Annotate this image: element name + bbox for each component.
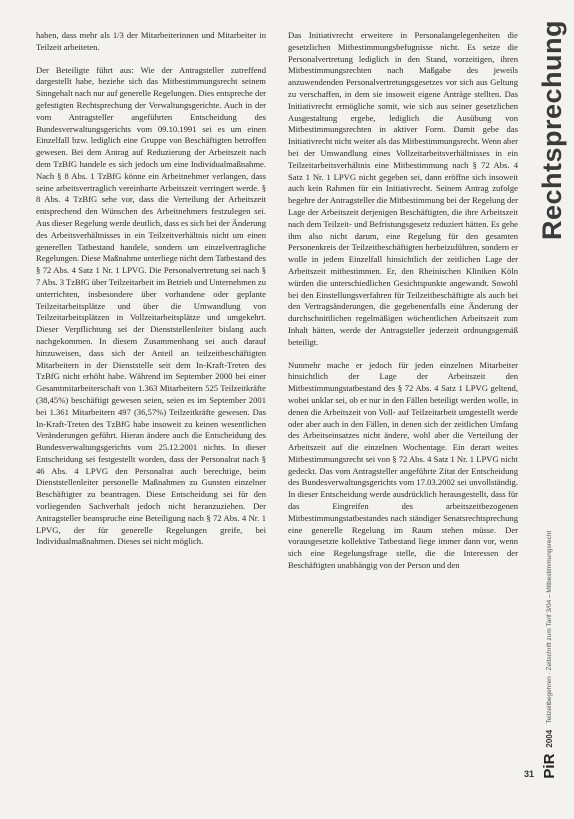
journal-year: 2004 [545,730,554,748]
journal-caption: Teilzeitbegehren · Zeitschrift zum Tarif 3/04 – Mitbestimmungsrecht [546,531,553,725]
paragraph: Der Beteiligte führt aus: Wie der Antragsteller zutreffend dargestellt habe, beziehe sich das Mitbestimmungsrecht seinem Sinngehalt nach nur auf generelle Regelungen. Dies entspreche der gefestigten Rechtsprechung der Verwaltungsgerichte. Auch in der vom Antragsteller angeführten Entscheidung des Bundesverwaltungsgerichts vom 09.10.1991 sei es um einen Einzelfall bzw. lediglich eine Gruppe von Beschäftigten betroffen gewesen. Bei dem Antrag auf Reduzierung der Arbeitszeit nach dem TzBfG handele es sich jedoch um eine Individualmaßnahme. Nach § 8 Abs. 1 TzBfG könne ein Arbeitnehmer verlangen, dass seine arbeitsvertraglich vereinbarte Arbeitszeit verringert werde. § 8 Abs. 4 TzBfG sehe vor, dass die Verteilung der Arbeitszeit entsprechend den Wünschen des Arbeitnehmers festzulegen sei. Aus dieser Regelung werde deutlich, dass es sich bei der Änderung des Arbeitsverhältnisses in ein Teilzeitverhältnis nicht um einen generellen Tatbestand handele, sondern um einzelvertragliche Regelungen. Diese Maßnahme unterliege nicht dem Tatbestand des § 72 Abs. 4 Satz 1 Nr. 1 LPVG. Die Personalvertretung sei nach § 7 Abs. 3 TzBfG über Teilzeitarbeit im Betrieb und Unternehmen zu unterrichten, insbesondere über vorhandene oder geplante Teilzeitarbeitsplätze und über die Umwandlung von Teilzeitarbeitsplätzen in Vollzeitarbeitsplätze und umgekehrt. Dieser Verpflichtung sei der Dienststellenleiter bislang auch nachgekommen. In diesem Zusammenhang sei auch darauf hinzuweisen, dass sich der Anteil an teilzeitbeschäftigten Mitarbeitern in der Dienststelle seit dem In-Kraft-Treten des TzBfG nicht erhöht habe. Während im September 2000 bei einer Gesamtmitarbeiterschaft von 1.363 Mitarbeitern 525 Teilzeitkräfte (38,45%) beschäftigt gewesen seien, seien es im September 2001 bei 1.361 Mitarbeitern 497 (36,57%) Teilzeitkräfte gewesen. Das In-Kraft-Treten des TzBfG habe insoweit zu keinen wesentlichen Veränderungen geführt. Hieran ändere auch die Entscheidung des Bundesverwaltungsgerichts vom 25.12.2001 nichts. In dieser Entscheidung sei festgestellt worden, dass der Personalrat nach § 46 Abs. 4 LPVG den Personalrat auch berechtige, beim Dienststellenleiter personelle Maßnahmen zu Gunsten einzelner Beschäftigter zu beantragen. Diese Entscheidung sei für den vorliegenden Sachverhalt jedoch nicht heranzuziehen. Der Antragsteller beanspruche eine Beteiligung nach § 72 Abs. 4 Nr. 1 LPVG, der für generelle Regelungen greife, bei Individualmaßnahmen. Dieses sei nicht möglich. [36,64,266,547]
paragraph: Nunmehr mache er jedoch für jeden einzelnen Mitarbeiter hinsichtlich der Lage der Arbeitszeit den Mitbestimmungstatbestand des § 72 Abs. 4 Satz 1 LPVG geltend, wobei unklar sei, ob er nur in den Fällen beteiligt werden wolle, in denen die Arbeitszeit von Voll- auf Teilzeitarbeit umgestellt werde oder aber auch in den Fällen, in denen sich der zeitlichen Umfang des Arbeitseinsatzes nicht ändere, wohl aber die Verteilung der Arbeitszeit auf die einzelnen Wochentage. Ein derart weites Mitbestimmungsrecht sei von § 72 Abs. 4 Satz 1 Nr. 1 LPVG nicht gedeckt. Das vom Antragsteller angeführte Zitat der Entscheidung des Bundesverwaltungsgerichts vom 17.03.2002 sei unvollständig. In dieser Entscheidung werde ausdrücklich herausgestellt, dass für das Eingreifen des arbeitszeitbezogenen Mitbestimmungstatbestandes nach ständiger Senatsrechtsprechung eine generelle Regelung im Raum stehen müsse. Der vorausgesetzte kollektive Tatbestand liege immer dann vor, wenn sich eine Regelungsfrage stelle, die die Interessen der Beschäftigten unabhängig von der Person und den [288,359,518,571]
page-number: 31 [523,769,534,779]
paragraph: haben, dass mehr als 1/3 der Mitarbeiterinnen und Mitarbeiter in Teilzeit arbeiteten. [36,30,266,52]
section-header: Rechtsprechung [537,20,567,241]
journal-logo: PiR [541,753,558,779]
paragraph: Das Initiativrecht erweitere in Personalangelegenheiten die gesetzlichen Mitbestimmungsbefugnisse nicht. Es setze die Personalvertretung lediglich in den Stand, vorzeitigen, ihren Mitbestimmungsrechten nach Maßgabe des jeweils anzuwendenden Personalvertretungsgesetzes vor sich aus Geltung zu verschaffen, in dem sie insoweit eigene Anträge stellten. Das Initiativrecht ermögliche somit, wie sich aus seiner gesetzlichen Ausgestaltung ergebe, lediglich die Ausübung von Mitbestimmungsrechten in aktiver Form. Damit gebe das Initiativrecht nicht weiter als das Mitbestimmungsrecht. Wenn aber bei der Umwandlung eines Vollzeitarbeitsverhältnisses in ein Teilzeitarbeitsverhältnis eine Mitbestimmung nach § 72 Abs. 4 Satz 1 Nr. 1 LPVG nicht gegeben sei, dann eröffne sich insoweit auch kein Rahmen für ein Initiativrecht. Seinem Antrag zufolge begehre der Antragsteller die Mitbestimmung bei der Regelung der Lage der Arbeitszeit derjenigen Beschäftigten, die ihre Arbeitszeit nach dem Teilzeit- und Befristungsgesetz reduziert hätten. Es gehe ihm also nicht darum, eine Regelung für den gesamten Personenkreis der Teilzeitbeschäftigten herbeizuführen, sondern er wolle in jedem Einzelfall hinsichtlich der zeitlichen Lage der Arbeitszeit mitbestimmen. Er, den Rheinischen Kliniken Köln würden die unterschiedlichen Gesichtspunkte angewandt. Sowohl bei den Einstellungsverfahren für Teilzeitbeschäftigte als auch bei den Vertragsänderungen, die gegebenenfalls eine Änderung der durchschnittlichen regelmäßigen wöchentlichen Arbeitszeit zum Inhalt hätten, werde der Antragsteller jederzeit ordnungsgemäß beteiligt. [288,30,518,347]
left-text-column [36,30,266,559]
journal-footer [541,531,558,779]
right-text-column [288,30,518,583]
